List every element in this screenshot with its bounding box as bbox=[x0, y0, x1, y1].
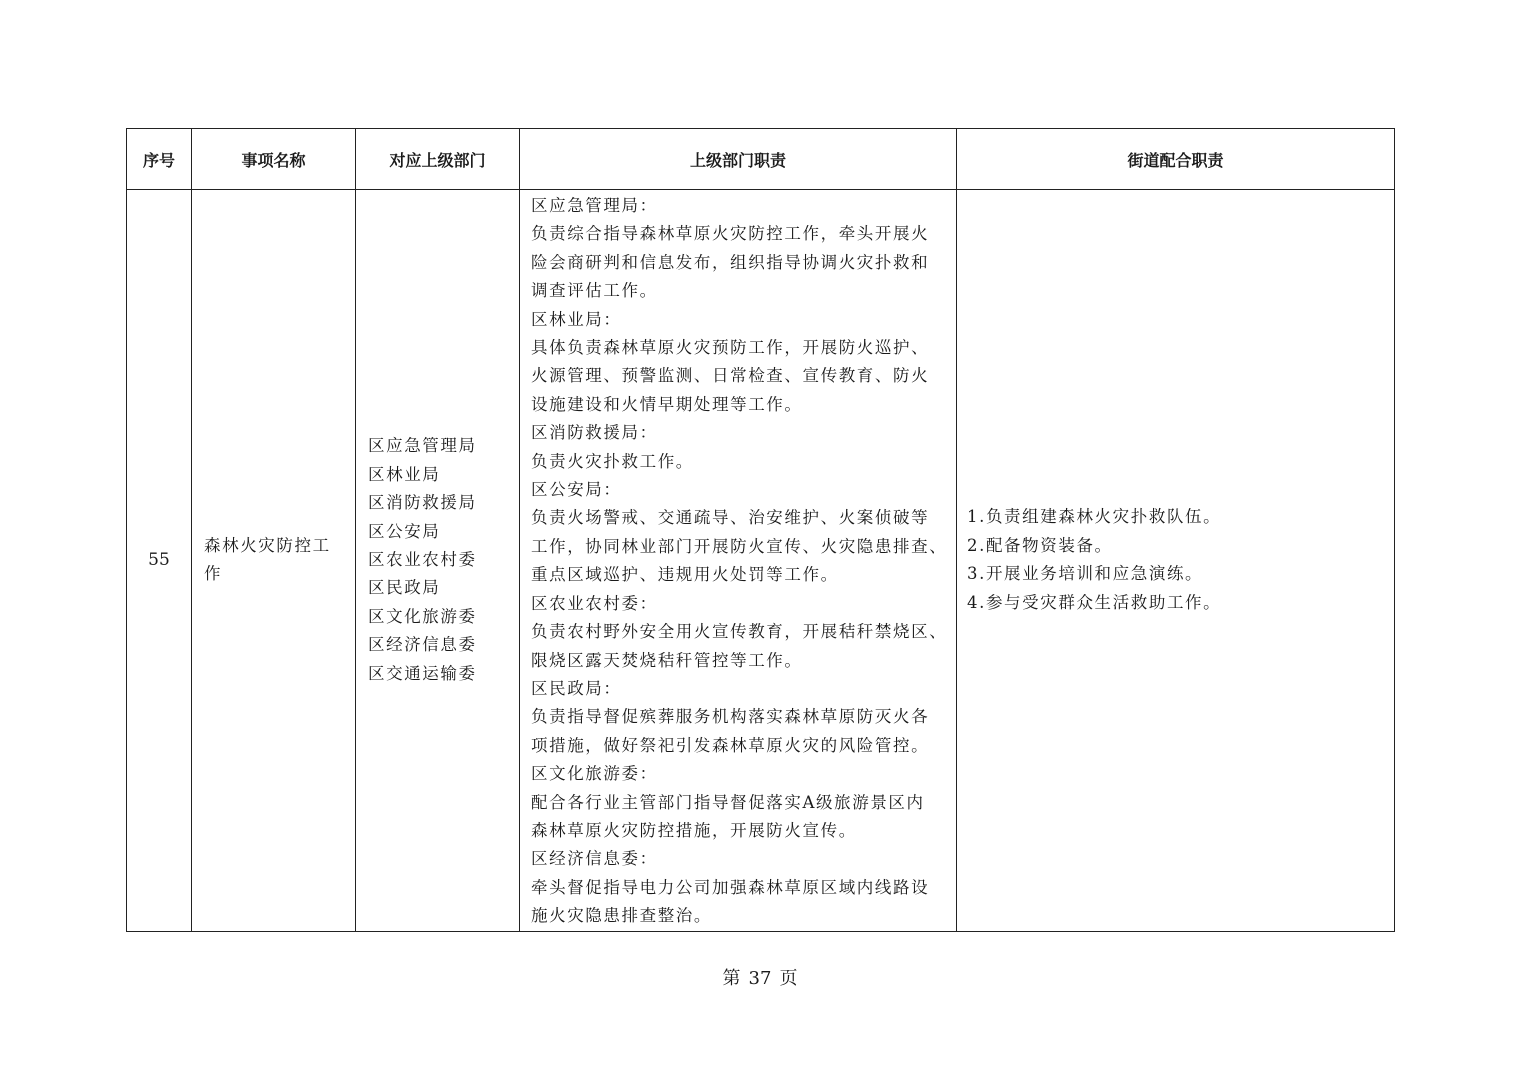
text-line: 2.配备物资装备。 bbox=[967, 535, 1113, 555]
text-line: 负责综合指导森林草原火灾防控工作，牵头开展火 bbox=[531, 224, 930, 244]
text-line: 负责指导督促殡葬服务机构落实森林草原防灭火各 bbox=[531, 707, 930, 727]
text-line: 工作，协同林业部门开展防火宣传、火灾隐患排查、 bbox=[531, 536, 948, 556]
header-street-duties: 街道配合职责 bbox=[957, 129, 1395, 190]
page-number bbox=[0, 964, 1520, 990]
text-line: 负责火灾扑救工作。 bbox=[531, 451, 694, 471]
header-superior-duties: 上级部门职责 bbox=[520, 129, 957, 190]
text-line: 区消防救援局 bbox=[368, 493, 477, 513]
text-line: 区农业农村委： bbox=[531, 593, 658, 613]
text-line: 区民政局： bbox=[531, 678, 622, 698]
text-line: 设施建设和火情早期处理等工作。 bbox=[531, 394, 803, 414]
text-line: 区经济信息委 bbox=[368, 635, 477, 655]
text-line: 区文化旅游委： bbox=[531, 764, 658, 784]
text-line: 负责农村野外安全用火宣传教育，开展秸秆禁烧区、 bbox=[531, 622, 948, 642]
text-line: 区农业农村委 bbox=[368, 550, 477, 570]
header-superior-dept: 对应上级部门 bbox=[356, 129, 520, 190]
text-line: 区应急管理局 bbox=[368, 436, 477, 456]
text-line: 重点区域巡护、违规用火处罚等工作。 bbox=[531, 565, 839, 585]
text-line: 区林业局 bbox=[368, 464, 441, 484]
text-line: 配合各行业主管部门指导督促落实A级旅游景区内 bbox=[531, 792, 925, 812]
item-name: 森林火灾防控工作 bbox=[192, 190, 356, 932]
header-item-name: 事项名称 bbox=[192, 129, 356, 190]
text-line: 区经济信息委： bbox=[531, 849, 658, 869]
header-no: 序号 bbox=[127, 129, 192, 190]
text-line: 项措施，做好祭祀引发森林草原火灾的风险管控。 bbox=[531, 735, 930, 755]
street-duties-list bbox=[957, 190, 1395, 932]
page-prefix: 第 bbox=[722, 968, 741, 989]
text-line: 区消防救援局： bbox=[531, 423, 658, 443]
duty-table-container bbox=[126, 128, 1394, 925]
dept-list bbox=[356, 190, 520, 932]
text-line: 3.开展业务培训和应急演练。 bbox=[967, 564, 1204, 584]
page-number-value: 37 bbox=[748, 968, 772, 989]
row-number: 55 bbox=[127, 190, 192, 932]
duty-table bbox=[126, 128, 1395, 932]
text-line: 具体负责森林草原火灾预防工作，开展防火巡护、 bbox=[531, 338, 930, 358]
text-line: 4.参与受灾群众生活救助工作。 bbox=[967, 592, 1222, 612]
text-line: 火源管理、预警监测、日常检查、宣传教育、防火 bbox=[531, 366, 930, 386]
text-line: 区公安局 bbox=[368, 521, 441, 541]
text-line: 区公安局： bbox=[531, 480, 622, 500]
text-line: 区林业局： bbox=[531, 309, 622, 329]
text-line: 险会商研判和信息发布，组织指导协调火灾扑救和 bbox=[531, 252, 930, 272]
text-line: 区文化旅游委 bbox=[368, 606, 477, 626]
text-line: 牵头督促指导电力公司加强森林草原区域内线路设 bbox=[531, 877, 930, 897]
text-line: 区民政局 bbox=[368, 578, 441, 598]
superior-duties-text bbox=[520, 190, 957, 932]
page-suffix: 页 bbox=[779, 968, 798, 989]
text-line: 区应急管理局： bbox=[531, 196, 658, 215]
text-line: 调查评估工作。 bbox=[531, 281, 658, 301]
table-row bbox=[127, 190, 1395, 932]
text-line: 1.负责组建森林火灾扑救队伍。 bbox=[967, 507, 1222, 527]
text-line: 森林草原火灾防控措施，开展防火宣传。 bbox=[531, 820, 857, 840]
table-header-row bbox=[127, 129, 1395, 190]
text-line: 施火灾隐患排查整治。 bbox=[531, 906, 712, 926]
text-line: 限烧区露天焚烧秸秆管控等工作。 bbox=[531, 650, 803, 670]
text-line: 区交通运输委 bbox=[368, 663, 477, 683]
text-line: 负责火场警戒、交通疏导、治安维护、火案侦破等 bbox=[531, 508, 930, 528]
